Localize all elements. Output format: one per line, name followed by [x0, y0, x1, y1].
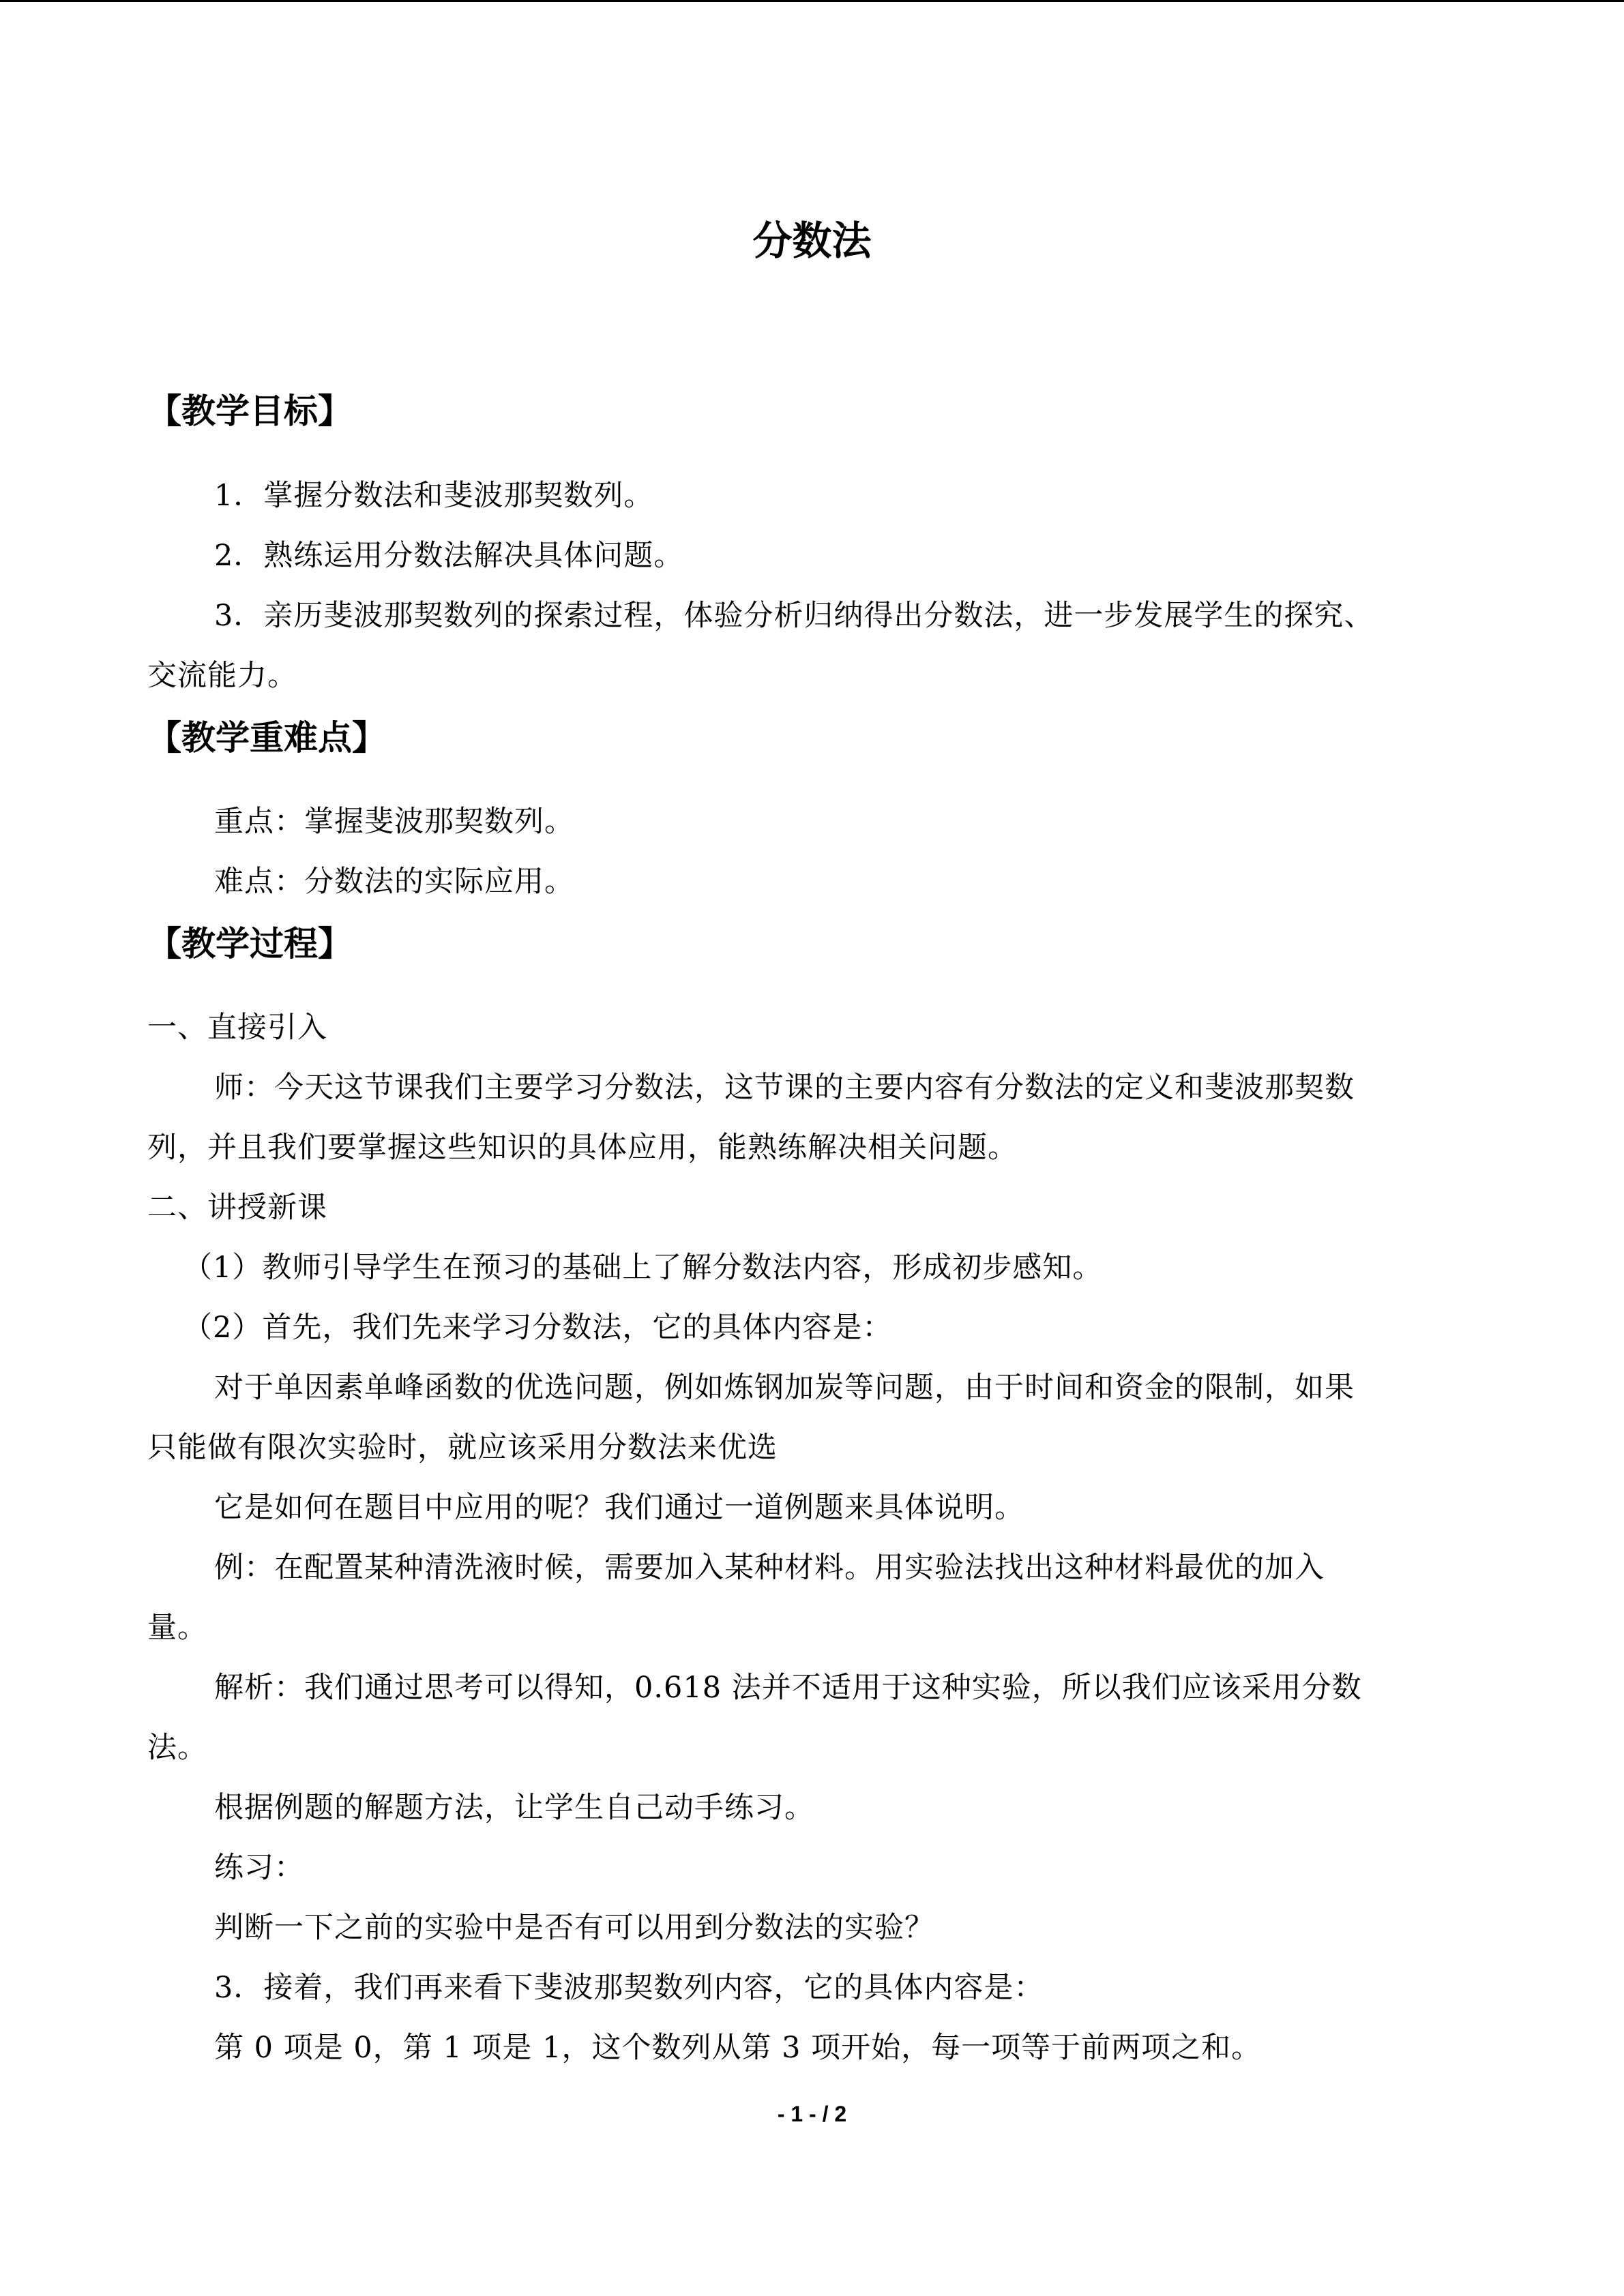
- process-paragraph: 列，并且我们要掌握这些知识的具体应用，能熟练解决相关问题。: [147, 1131, 1018, 1165]
- key-point-item: 难点：分数法的实际应用。: [214, 865, 574, 899]
- goal-item: 1．掌握分数法和斐波那契数列。: [214, 479, 654, 513]
- goal-item: 2．熟练运用分数法解决具体问题。: [214, 539, 684, 573]
- section-heading-key-points: 【教学重难点】: [147, 718, 386, 758]
- section-heading-process: 【教学过程】: [147, 924, 352, 964]
- section-heading-goals: 【教学目标】: [147, 391, 352, 431]
- process-paragraph: 3．接着，我们再来看下斐波那契数列内容，它的具体内容是：: [214, 1971, 1044, 2005]
- process-paragraph: （1）教师引导学生在预习的基础上了解分数法内容，形成初步感知。: [183, 1251, 1103, 1285]
- example-paragraph: 量。: [147, 1611, 207, 1645]
- goal-item: 3．亲历斐波那契数列的探索过程，体验分析归纳得出分数法，进一步发展学生的探究、: [214, 599, 1374, 633]
- exercise-label: 练习：: [214, 1851, 304, 1885]
- goal-item-continuation: 交流能力。: [147, 659, 297, 693]
- analysis-paragraph: 解析：我们通过思考可以得知，0.618 法并不适用于这种实验，所以我们应该采用分数: [214, 1671, 1362, 1705]
- document-title: 分数法: [752, 218, 872, 264]
- process-paragraph: 根据例题的解题方法，让学生自己动手练习。: [214, 1791, 814, 1825]
- process-paragraph: 第 0 项是 0，第 1 项是 1，这个数列从第 3 项开始，每一项等于前两项之和。: [214, 2031, 1262, 2065]
- process-paragraph: 师：今天这节课我们主要学习分数法，这节课的主要内容有分数法的定义和斐波那契数: [214, 1071, 1355, 1105]
- process-paragraph: 对于单因素单峰函数的优选问题，例如炼钢加炭等问题，由于时间和资金的限制，如果: [214, 1371, 1355, 1405]
- process-paragraph: 只能做有限次实验时，就应该采用分数法来优选: [147, 1431, 778, 1465]
- process-subheading: 二、讲授新课: [147, 1191, 327, 1225]
- page-number: - 1 - / 2: [777, 2102, 847, 2126]
- process-paragraph: 它是如何在题目中应用的呢？我们通过一道例题来具体说明。: [214, 1491, 1024, 1525]
- analysis-paragraph: 法。: [147, 1731, 207, 1765]
- example-paragraph: 例：在配置某种清洗液时候，需要加入某种材料。用实验法找出这种材料最优的加入: [214, 1551, 1325, 1585]
- exercise-question: 判断一下之前的实验中是否有可以用到分数法的实验？: [214, 1911, 934, 1945]
- process-subheading: 一、直接引入: [147, 1011, 327, 1045]
- process-paragraph: （2）首先，我们先来学习分数法，它的具体内容是：: [183, 1311, 893, 1345]
- key-point-item: 重点：掌握斐波那契数列。: [214, 805, 574, 839]
